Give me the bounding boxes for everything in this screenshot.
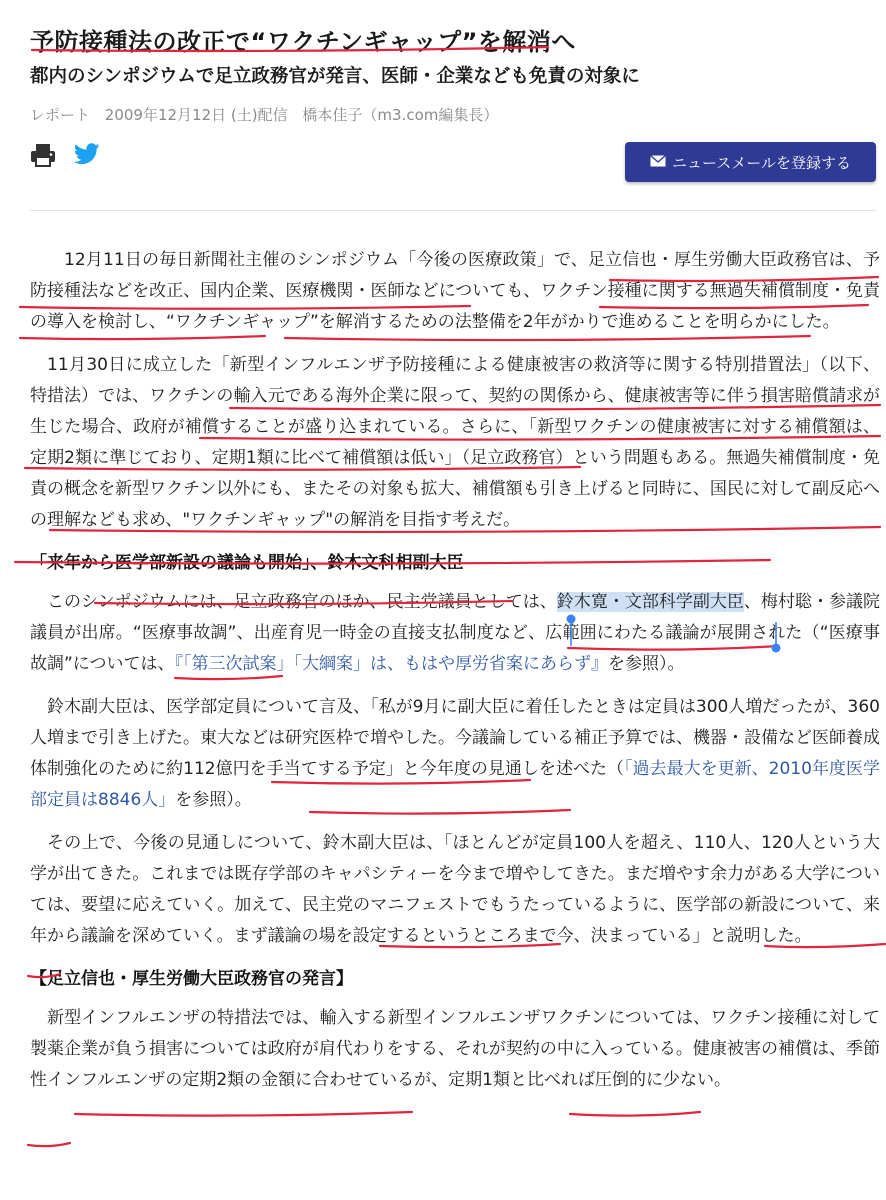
header-divider [30, 210, 876, 211]
underline-mark [75, 1112, 412, 1116]
article-body [30, 245, 880, 1108]
article-title: 予防接種法の改正で“ワクチンギャップ”を解消へ [30, 28, 576, 56]
twitter-icon[interactable] [74, 143, 100, 167]
text: このシンポジウムには、足立政務官のほか、民主党議員としては、 [47, 592, 557, 612]
share-tools [30, 143, 100, 167]
paragraph: 12月11日の毎日新聞社主催のシンポジウム「今後の医療政策」で、足立信也・厚生労働大臣政務官は、予防接種法などを改正、国内企業、医療機関・医師などについても、ワクチン接種に関する無過失補償制度・免責の導入を検討し、“ワクチンギャップ”を解消するための法整備を2年がかりで進めることを明らかにした。 [30, 250, 880, 332]
text: 鈴木副大臣は、医学部定員について言及、「私が9月に副大臣に着任したときは定員は300人増だったが、360人増まで引き上げた。東大などは研究医枠で増やした。今議論している補正予算では、機器・設備など医師養成体制強化のために約112億円を手当てする予定」と今年度の見通しを述べた（ [30, 697, 880, 779]
selected-text[interactable]: 鈴木寛・文部科学副大臣 [556, 592, 744, 612]
section-heading: 「来年から医学部新設の議論も開始」、鈴木文科相副大臣 [30, 553, 464, 573]
paragraph: 新型インフルエンザの特措法では、輸入する新型インフルエンザワクチンについては、ワクチン接種に対して製薬企業が負う損害については政府が肩代わりをする、それが契約の中に入っている。健康被害の補償は、季節性インフルエンザの定期2類の金額に合わせているが、定期1類と比べれば圧倒的に少ない。 [30, 1008, 880, 1090]
underline-mark [28, 1143, 70, 1146]
related-article-link[interactable]: 『「第三次試案」「大綱案」は、もはや厚労省案にあらず』 [174, 654, 608, 674]
underline-mark [570, 1112, 700, 1116]
subscribe-newsmail-button[interactable] [625, 142, 876, 182]
article-subtitle: 都内のシンポジウムで足立政務官が発言、医師・企業なども免責の対象に [30, 66, 640, 87]
paragraph [30, 587, 880, 680]
mail-icon [650, 153, 666, 171]
paragraph: 11月30日に成立した「新型インフルエンザ予防接種による健康被害の救済等に関する特別措置法」（以下、特措法）では、ワクチンの輸入元である海外企業に限って、契約の関係から、健康被害等に伴う損害賠償請求が生じた場合、政府が補償することが盛り込まれている。さらに、「新型ワクチンの健康被害に対する補償額は、定期2類に準じており、定期1類に比べて補償額は低い」（足立政務官）という問題もある。無過失補償制度・免責の概念を新型ワクチン以外にも、またその対象も拡大、補償額も引き上げると同時に、国民に対して副反応への理解なども求め、"ワクチンギャップ"の解消を目指す考えだ。 [30, 355, 880, 530]
text: 、梅村聡・参議院議員が出席。“医療事故調”、出産育児一時金の直接支払制度など、広範囲にわたる議論が展開された（“医療事故調”については、 [30, 592, 881, 674]
subscribe-label: ニュースメールを登録する [672, 153, 851, 172]
section-heading: 【足立信也・厚生労働大臣政務官の発言】 [30, 969, 353, 989]
paragraph: その上で、今後の見通しについて、鈴木副大臣は、「ほとんどが定員100人を超え、110人、120人という大学が出てきた。これまでは既存学部のキャパシティーを今まで増やしてきた。まだ増やす余力がある大学については、要望に応えていく。加えて、民主党のマニフェストでもうたっているように、医学部の新設について、来年から議論を深めていく。まず議論の場を設定するというところまで今、決まっている」と説明した。 [30, 833, 880, 946]
related-article-link[interactable]: 「過去最大を更新、2010年度医学部定員は8846人」 [30, 759, 880, 810]
meta-category: レポート [30, 106, 91, 124]
print-icon[interactable] [30, 143, 56, 167]
meta-date: 2009年12月12日 (土)配信 [104, 106, 288, 124]
text: を参照）。 [175, 790, 252, 810]
article-meta [30, 104, 508, 125]
paragraph [30, 692, 880, 816]
text: を参照）。 [607, 654, 685, 674]
meta-author: 橋本佳子（m3.com編集長） [302, 106, 499, 124]
